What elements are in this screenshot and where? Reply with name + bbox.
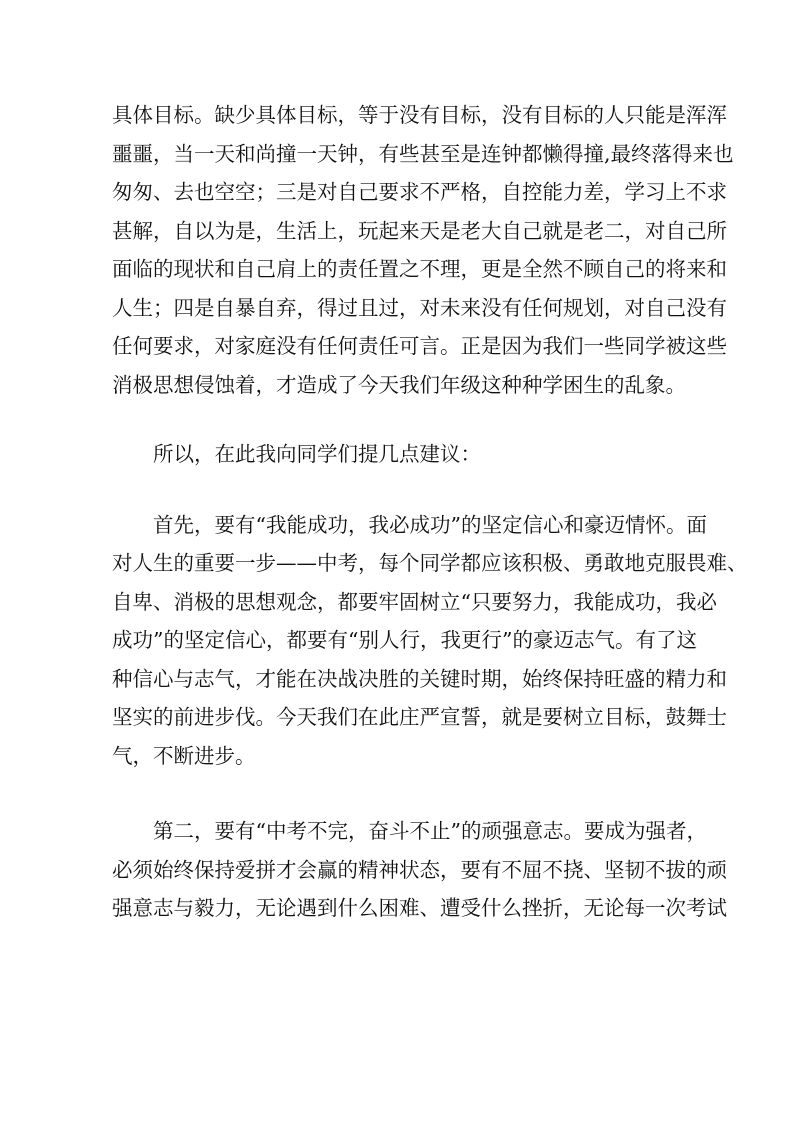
paragraph-line: 成功”的坚定信心，都要有“别人行，我更行”的豪迈志气。有了这 bbox=[112, 628, 697, 652]
paragraph-line: 任何要求，对家庭没有任何责任可言。正是因为我们一些同学被这些 bbox=[112, 334, 727, 358]
paragraph-line: 面临的现状和自己肩上的责任置之不理，更是全然不顾自己的将来和 bbox=[112, 257, 727, 281]
paragraph-line: 首先，要有“我能成功，我必成功”的坚定信心和豪迈情怀。面 bbox=[153, 512, 707, 537]
paragraph-line: 第二，要有“中考不完，奋斗不止”的顽强意志。要成为强者， bbox=[153, 819, 707, 843]
paragraph-line: 匆匆、去也空空；三是对自己要求不严格，自控能力差，学习上不求 bbox=[112, 180, 727, 204]
paragraph-second-point bbox=[112, 812, 727, 928]
paragraph-line: 对人生的重要一步——中考，每个同学都应该积极、勇敢地克服畏难、 bbox=[112, 551, 748, 575]
paragraph-line: 自卑、消极的思想观念，都要牢固树立“只要努力，我能成功，我必 bbox=[112, 589, 717, 614]
paragraph-line: 甚解，自以为是，生活上，玩起来天是老大自己就是老二，对自己所 bbox=[112, 218, 727, 243]
paragraph-line: 具体目标。缺少具体目标，等于没有目标，没有目标的人只能是浑浑 bbox=[112, 103, 727, 127]
paragraph-first-point bbox=[112, 506, 748, 776]
paragraph-line: 所以，在此我向同学们提几点建议： bbox=[153, 442, 481, 466]
paragraph-line: 强意志与毅力，无论遇到什么困难、遭受什么挫折，无论每一次考试 bbox=[112, 896, 727, 920]
paragraph-line: 必须始终保持爱拼才会赢的精神状态，要有不屈不挠、坚韧不拔的顽 bbox=[112, 857, 727, 882]
paragraph-line: 噩噩，当一天和尚撞一天钟，有些甚至是连钟都懒得撞,最终落得来也 bbox=[112, 141, 734, 166]
paragraph-continuation bbox=[112, 96, 734, 404]
document-page bbox=[112, 96, 748, 928]
paragraph-line: 坚实的前进步伐。今天我们在此庄严宣誓，就是要树立目标，鼓舞士 bbox=[112, 705, 727, 729]
paragraph-line: 种信心与志气，才能在决战决胜的关键时期，始终保持旺盛的精力和 bbox=[112, 666, 727, 691]
paragraph-line: 消极思想侵蚀着，才造成了今天我们年级这种种学困生的乱象。 bbox=[112, 372, 686, 397]
paragraph-line: 人生；四是自暴自弃，得过且过，对未来没有任何规划，对自己没有 bbox=[112, 295, 727, 320]
paragraph-suggestion-intro bbox=[112, 435, 682, 474]
paragraph-line: 气，不断进步。 bbox=[112, 743, 256, 768]
